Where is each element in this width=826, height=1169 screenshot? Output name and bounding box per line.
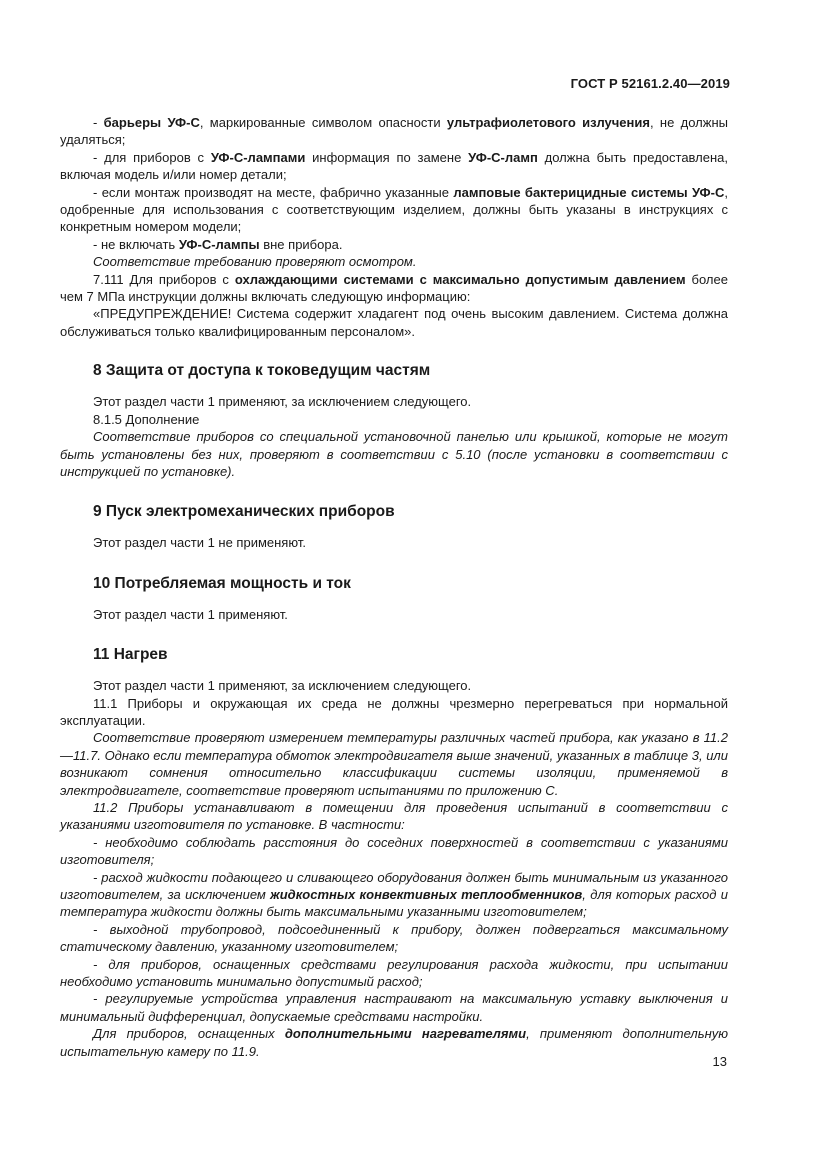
- section-9-intro: Этот раздел части 1 не применяют.: [93, 535, 306, 551]
- section-10-intro: Этот раздел части 1 применяют.: [93, 606, 288, 622]
- paragraph-7-111: 7.111 Для приборов с охлаждающими системами с максимально допустимым давлением более чем 7 МПа инструкции должны включать следующую информацию:: [60, 271, 728, 305]
- section-11-2-pipe: - выходной трубопровод, подсоединенный к прибору, должен подвергаться максимальному статическому давлению, указанному изготовителем;: [60, 921, 728, 955]
- section-11-2-controls: - регулируемые устройства управления настраивают на максимальную уставку выключения и минимальный дифференциал, допускаемые средствами настройки.: [60, 991, 728, 1024]
- section-8-title: 8 Защита от доступа к токоведущим частям: [93, 362, 431, 380]
- page-content: [60, 114, 728, 1060]
- standard-code-header: ГОСТ Р 52161.2.40—2019: [570, 76, 730, 91]
- section-8-intro: Этот раздел части 1 применяют, за исключением следующего.: [93, 394, 472, 410]
- section-11-1-compliance: Соответствие проверяют измерением температуры различных частей прибора, как указано в 11.2—11.7. Однако если температура обмоток электродвигателя выше значений, указанных в таблице 3, или возникают сомнения относительно классификации системы изоляции, применяемой в электродвигателе, соответствие проверяют испытаниями по приложению С.: [60, 730, 728, 798]
- section-10-title: 10 Потребляемая мощность и ток: [93, 574, 351, 592]
- section-11-2: 11.2 Приборы устанавливают в помещении для проведения испытаний в соответствии с указаниями изготовителя по установке. В частности:: [60, 799, 728, 833]
- paragraph-warning: «ПРЕДУПРЕЖДЕНИЕ! Система содержит хладагент под очень высоким давлением. Система должна обслуживаться только квалифицированным персоналом».: [60, 306, 728, 339]
- page-number: 13: [712, 1054, 727, 1069]
- paragraph-compliance-inspection: Соответствие требованию проверяют осмотром.: [93, 254, 417, 270]
- section-11-intro: Этот раздел части 1 применяют, за исключением следующего.: [93, 678, 472, 694]
- section-11-2-flow: - расход жидкости подающего и сливающего оборудования должен быть минимальным из указанного изготовителем, за исключением жидкостных конвективных теплообменников, для которых расход и температура жидкости должны быть максимальными указанными изготовителем;: [60, 869, 728, 920]
- section-9-title: 9 Пуск электромеханических приборов: [93, 503, 395, 521]
- paragraph-uvc-no-outside: - не включать УФ-С-лампы вне прибора.: [93, 236, 343, 252]
- section-8-1-5: 8.1.5 Дополнение: [93, 411, 200, 427]
- paragraph-uvc-onsite-mount: - если монтаж производят на месте, фабрично указанные ламповые бактерицидные системы УФ-С, одобренные для использования с соответствующим изделием, должны быть указаны в инструкциях с конкретным номером модели;: [60, 184, 728, 235]
- section-11-2-heaters: Для приборов, оснащенных дополнительными нагревателями, применяют дополнительную испытательную камеру по 11.9.: [60, 1026, 728, 1059]
- paragraph-uvc-lamp-replacement: - для приборов с УФ-С-лампами информация по замене УФ-С-ламп должна быть предоставлена, включая модель и/или номер детали;: [60, 149, 728, 183]
- paragraph-uvc-barriers: - барьеры УФ-С, маркированные символом опасности ультрафиолетового излучения, не должны удаляться;: [60, 115, 728, 148]
- section-8-compliance: Соответствие приборов со специальной установочной панелью или крышкой, которые не могут быть установлены без них, проверяют в соответствии с 5.10 (после установки в соответствии с инструкцией по установке).: [60, 429, 728, 479]
- section-11-title: 11 Нагрев: [93, 646, 168, 664]
- section-11-2-flow-control: - для приборов, оснащенных средствами регулирования расхода жидкости, при испытании необходимо установить минимально допустимый расход;: [60, 956, 728, 990]
- section-11-2-distances: - необходимо соблюдать расстояния до соседних поверхностей в соответствии с указаниями изготовителя;: [60, 834, 728, 868]
- section-11-1: 11.1 Приборы и окружающая их среда не должны чрезмерно перегреваться при нормальной эксплуатации.: [60, 695, 728, 728]
